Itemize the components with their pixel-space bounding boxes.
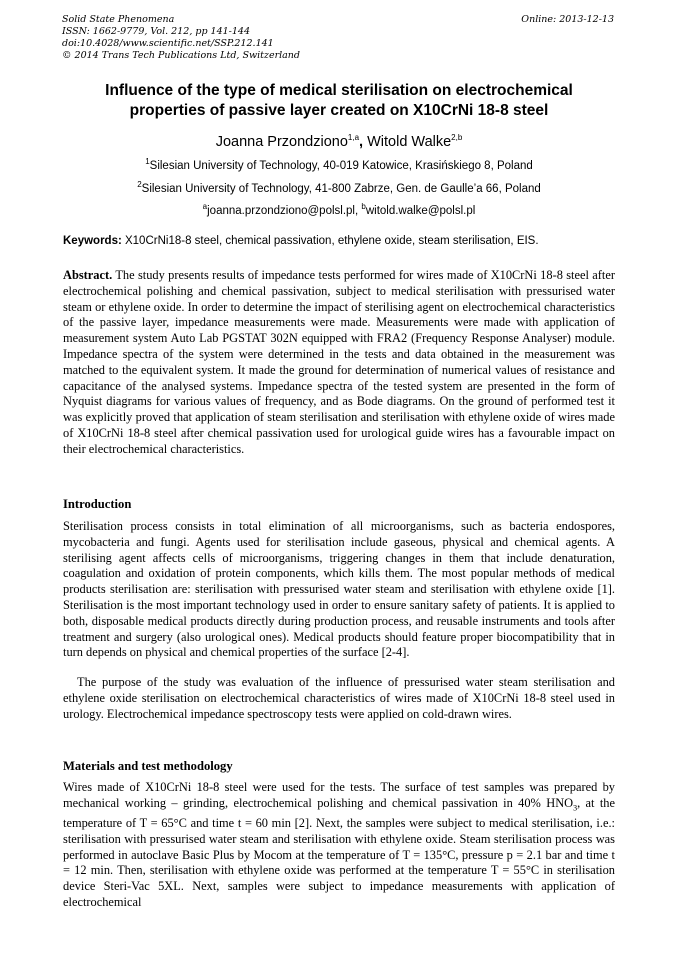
keywords: [63, 234, 623, 248]
author-2: Witold Walke: [367, 133, 452, 150]
title-line-1: Influence of the type of medical sterilisation on electrochemical: [105, 82, 573, 99]
journal-name: Solid State Phenomena: [62, 14, 175, 25]
affiliation-1-marker: 1: [145, 157, 150, 166]
abstract: [63, 268, 615, 458]
affiliation-2: [60, 178, 618, 196]
affiliation-1: [60, 155, 618, 173]
author-emails: [60, 200, 618, 218]
affiliation-1-text: Silesian University of Technology, 40-019 Katowice, Krasińskiego 8, Poland: [149, 159, 533, 172]
materials-paragraph: [63, 780, 615, 911]
affiliation-2-text: Silesian University of Technology, 41-800 Zabrze, Gen. de Gaulle’a 66, Poland: [141, 182, 541, 195]
title-line-2: properties of passive layer created on X10CrNi 18-8 steel: [129, 102, 549, 119]
materials-text-1: Wires made of X10CrNi 18-8 steel were used for the tests. The surface of test samples was prepared by mechanical working – grinding, electrochemical polishing and chemical passivation in 40% HNO: [63, 780, 615, 810]
journal-copyright: © 2014 Trans Tech Publications Ltd, Switzerland: [62, 50, 301, 61]
introduction-paragraph-2: The purpose of the study was evaluation of the influence of pressurised water steam sterilisation and ethylene oxide sterilisation on electrochemical characteristics of wires made of X10CrNi 18-8 steel used in urology. Electrochemical impedance spectroscopy tests were applied on cold-drawn wires.: [63, 675, 615, 721]
abstract-label: Abstract.: [63, 268, 113, 282]
abstract-text: The study presents results of impedance tests performed for wires made of X10CrNi 18-8 steel after electrochemical polishing and chemical passivation, subject to medical sterilisation with pressurised water steam or ethylene oxide. In order to determine the impact of sterilising agent on electrochemical characteristics of the passive layer, impedance measurements were made. Measurements were made with application of measurement system Auto Lab PGSTAT 302N equipped with FRA2 (Frequency Response Analyser) module. Impedance spectra of the system were determined in the tests and data obtained in the measurement was matched to the equivalent system. It made the ground for determination of numerical values of resistance and capacitance of the analysed systems. Impedance spectra of the tested system are presented in the form of Nyquist diagrams for various values of frequency, and as Bode diagrams. On the ground of performed test it was explicitly proved that application of steam sterilisation and sterilisation with ethylene oxide of wires made of X10CrNi 18-8 steel after chemical passivation used for urological guide wires has a favourable impact on their electrochemical characteristics.: [63, 268, 615, 456]
author-separator: ,: [359, 133, 368, 150]
author-list: [60, 129, 618, 151]
journal-doi: doi:10.4028/www.scientific.net/SSP.212.141: [62, 38, 274, 49]
keywords-label: Keywords:: [63, 235, 122, 247]
materials-subscript: 3: [573, 803, 578, 813]
introduction-heading: Introduction: [63, 497, 132, 511]
email-a: joanna.przondziono@polsl.pl,: [207, 204, 362, 217]
keywords-text: X10CrNi18-8 steel, chemical passivation, ethylene oxide, steam sterilisation, EIS.: [121, 235, 539, 247]
materials-text-2: , at the temperature of T = 65°C and time t = 60 min [2]. Next, the samples were subject to medical sterilisation, i.e.: sterilisation with pressurised water steam and sterilisation with ethylene oxide. Steam sterilisation process was performed in autoclave Basic Plus by Mocom at the temperature of T = 135°C, pressure p = 2.1 bar and time t = 12 min. Then, sterilisation with ethylene oxide was performed at the temperature T = 55°C in sterilisation device Steri-Vac 5XL. Next, samples were subject to impedance measurements with application of electrochemical: [63, 795, 615, 910]
email-a-marker: a: [202, 202, 208, 211]
introduction-paragraph-1: Sterilisation process consists in total elimination of all microorganisms, such as bacteria endospores, mycobacteria and fungi. Agents used for sterilisation include gaseous, physical and chemical agents. A sterilising agent affects cells of microorganisms, triggering changes in them that include denaturation, coagulation and oxidation of protein components, which kills them. The most popular methods of medical products sterilisation are: sterilisation with pressurised water steam and sterilisation with ethylene oxide [1]. Sterilisation is the most important technology used in order to ensure sanitary safety of patients. It is applied to both, disposable medical products directly during production process, and reusable instruments and tools after treatment and surgery (also urological ones). Medical products should feature proper biocompatibility that in turn depends on physical and chemical properties of the surface [2-4].: [63, 519, 615, 660]
email-b: witold.walke@polsl.pl: [365, 204, 476, 217]
author-2-affil-marker: 2,b: [451, 133, 463, 142]
paper-title: [60, 81, 618, 121]
journal-header: [62, 14, 300, 62]
author-1: Joanna Przondziono: [215, 133, 348, 150]
author-1-affil-marker: 1,a: [347, 133, 360, 142]
journal-issn: ISSN: 1662-9779, Vol. 212, pp 141-144: [62, 26, 251, 37]
affiliation-2-marker: 2: [137, 180, 142, 189]
online-date: Online: 2013-12-13: [521, 14, 614, 25]
email-b-marker: b: [361, 202, 366, 211]
materials-heading: Materials and test methodology: [63, 759, 233, 773]
